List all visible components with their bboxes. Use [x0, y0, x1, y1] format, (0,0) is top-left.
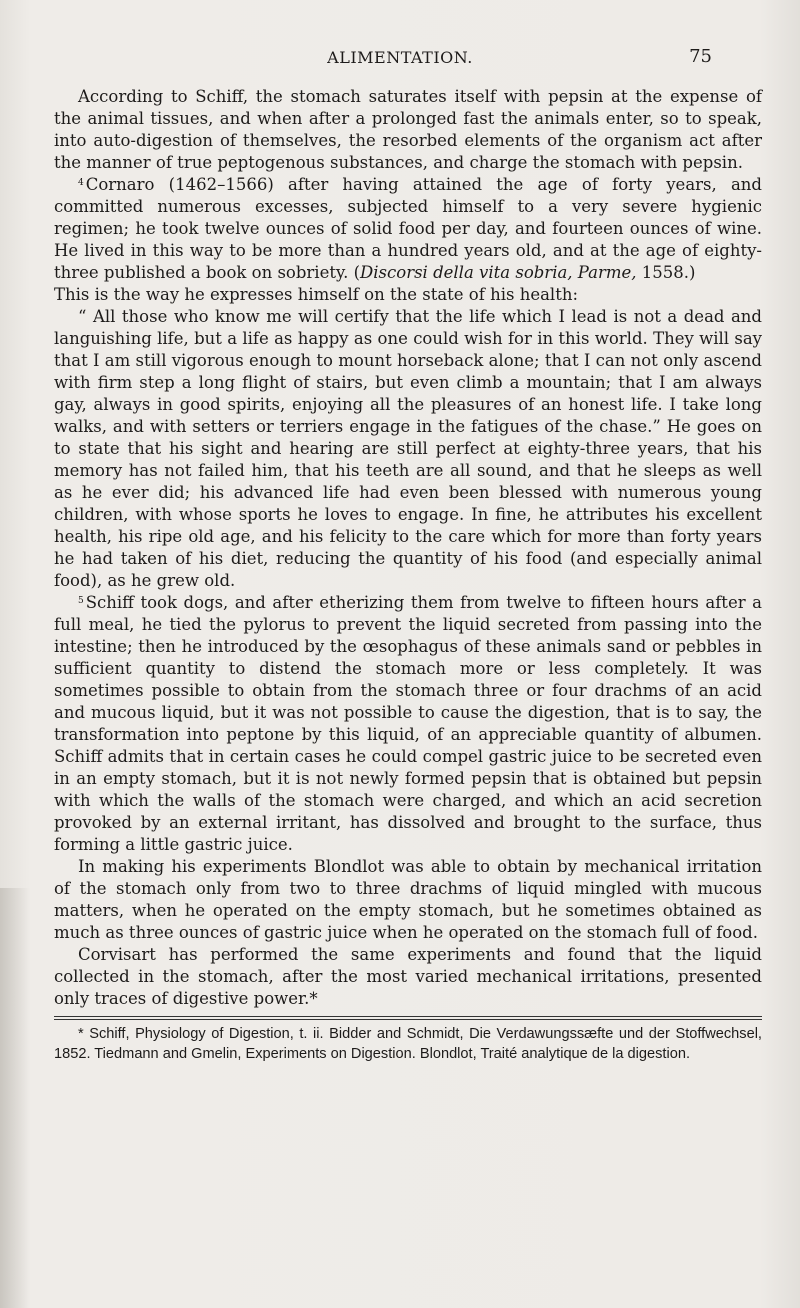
paragraph-schiff-pepsin [54, 86, 762, 174]
running-head [0, 46, 800, 70]
paragraph-text: Corvisart has performed the same experiments and found that the liquid collected in the stomach, after the most varied mechanical irritations, presented only traces of digestive power.* [54, 945, 762, 1008]
paragraph-health-intro [54, 284, 762, 306]
paragraph-text: In making his experiments Blondlot was able to obtain by mechanical irritation of the stomach only from two to three drachms of liquid mingled with mucous matters, when he operated on the empty stomach, but he sometimes obtained as much as three ounces of gastric juice when he operated on the stomach full of food. [54, 857, 762, 942]
footnote-divider [54, 1016, 762, 1020]
footnote: * Schiff, Physiology of Digestion, t. ii. Bidder and Schmidt, Die Verdawungssæfte und der Stoffwechsel, 1852. Tiedmann and Gmelin, Experiments on Digestion. Blondlot, Traité analytique de la digestion. [54, 1026, 762, 1062]
paragraph-text: Cornaro (1462–1566) after having attained the age of forty years, and committed numerous excesses, subjected himself to a very severe hygienic regimen; he took twelve ounces of solid food per day, and fourteen ounces of wine. He lived in this way to be more than a hundred years old, and at the age of eighty-three published a book on sobriety. ( [54, 175, 762, 282]
page-edge-shadow [0, 888, 30, 1308]
paragraph-corvisart [54, 944, 762, 1010]
paragraph-text: “ All those who know me will certify that the life which I lead is not a dead and languishing life, but a life as happy as one could wish for in this world. They will say that I am still vigorous enough to mount horseback alone; that I can not only ascend with firm step a long flight of stairs, but even climb a mountain; that I am always gay, always in good spirits, enjoying all the pleasures of an honest life. I take long walks, and with setters or terriers engage in the fatigues of the chase.” He goes on to state that his sight and hearing are still perfect at eighty-three years, that his memory has not failed him, that his teeth are all sound, and that he sleeps as well as he ever did; his advanced life had even been blessed with numerous young children, with whose sports he loves to engage. In fine, he attributes his excellent health, his ripe old age, and his felicity to the care which for more than forty years he had taken of his diet, reducing the quantity of his food (and especially animal food), as he grew old. [54, 307, 762, 590]
paragraph-cornaro-quote [54, 306, 762, 592]
body-text [54, 86, 762, 1064]
paragraph-text: Schiff took dogs, and after etherizing them from twelve to fifteen hours after a full meal, he tied the pylorus to prevent the liquid secreted from passing into the intestine; then he introduced by the œsophagus of these animals sand or pebbles in sufficient quantity to distend the stomach more or less completely. It was sometimes possible to obtain from the stomach three or four drachms of an acid and mucous liquid, but it was not possible to cause the digestion, that is to say, the transformation into peptone by this liquid, of an appreciable quantity of albumen. Schiff admits that in certain cases he could compel gastric juice to be secreted even in an empty stomach, but it is not newly formed pepsin that is obtained but pepsin with which the walls of the stomach were charged, and which an acid secretion provoked by an external irritant, has dissolved and brought to the surface, thus forming a little gastric juice. [54, 593, 762, 854]
paragraph-text: According to Schiff, the stomach saturates itself with pepsin at the expense of the animal tissues, and when after a prolonged fast the animals enter, so to speak, into auto-digestion of themselves, the resorbed elements of the organism act after the manner of true peptogenous substances, and charge the stomach with pepsin. [54, 87, 762, 172]
book-title-italic: Discorsi della vita sobria, Parme, [360, 263, 637, 282]
paragraph-note-cornaro [54, 174, 762, 284]
note-marker: 4 [78, 178, 84, 188]
paragraph-note-schiff-dogs [54, 592, 762, 856]
paragraph-blondlot [54, 856, 762, 944]
note-marker: 5 [78, 596, 84, 606]
page-number: 75 [689, 46, 712, 67]
paragraph-text: This is the way he expresses himself on the state of his health: [54, 285, 579, 304]
paragraph-text: 1558.) [636, 263, 696, 282]
running-title: ALIMENTATION. [327, 48, 473, 67]
